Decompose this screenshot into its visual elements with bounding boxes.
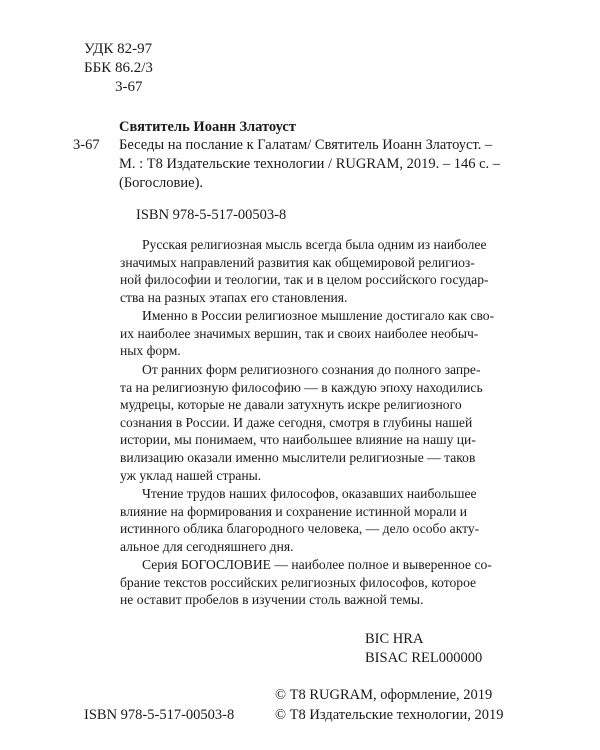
annotation-line: ных форм.	[120, 343, 181, 359]
annotation-line: сознания в России. И даже сегодня, смотря в глубины нашей	[120, 414, 473, 430]
bisac-code: BISAC REL000000	[365, 650, 483, 666]
description-line: (Богословие).	[119, 175, 204, 191]
annotation-line: их наиболее значимых вершин, так и своих наиболее необыч-	[120, 325, 479, 341]
annotation-line: Именно в России религиозное мышление достигало как сво-	[142, 308, 495, 323]
annotation-paragraph	[120, 361, 525, 484]
annotation-line: ной философии и теологии, так и в целом российского государ-	[120, 272, 489, 288]
annotation-paragraph	[120, 485, 525, 555]
annotation-paragraph	[120, 556, 525, 609]
annotation-line: истории, мы понимаем, что наибольшее влияние на нашу ци-	[120, 432, 476, 448]
annotation-line: влияние на формирования и сохранение истинной морали и	[120, 503, 468, 519]
annotation-line: альное для сегодняшнего дня.	[120, 538, 294, 554]
annotation-line: Серия БОГОСЛОВИЕ — наиболее полное и выверенное со-	[142, 557, 492, 572]
annotation-line: брание текстов российских религиозных философов, которое	[120, 574, 477, 590]
annotation-line: уж уклад нашей страны.	[120, 467, 262, 483]
isbn-line: ISBN 978-5-517-00503-8	[136, 207, 287, 223]
copyright-line: © Т8 RUGRAM, оформление, 2019	[275, 687, 493, 703]
description-line: Беседы на послание к Галатам/ Святитель Иоанн Златоуст. –	[119, 137, 493, 153]
udk-code: УДК 82-97	[84, 41, 153, 57]
annotation-line: та на религиозную философию — в каждую эпоху находились	[120, 379, 483, 395]
annotation-line: мудрецы, которые не давали затухнуть искре религиозного	[120, 397, 462, 413]
footer-isbn: ISBN 978-5-517-00503-8	[84, 707, 235, 723]
annotation-line: значимых направлений развития как общемировой религиоз-	[120, 254, 475, 270]
annotation-line: ства на разных этапах его становления.	[120, 289, 348, 305]
annotation-paragraph	[120, 307, 525, 360]
author-name: Святитель Иоанн Златоуст	[119, 119, 296, 135]
annotation-line: Русская религиозная мысль всегда была одним из наиболее	[142, 237, 487, 252]
bbk-code: ББК 86.2/3	[84, 60, 153, 76]
annotation-line: От ранних форм религиозного сознания до полного запре-	[142, 362, 481, 377]
copyright-line: © Т8 Издательские технологии, 2019	[275, 707, 504, 723]
author-sign: 3-67	[73, 137, 100, 153]
author-sign-top: 3-67	[115, 79, 143, 95]
annotation-line: истинного облика благородного человека, — дело особо акту-	[120, 521, 480, 537]
description-line: М. : Т8 Издательские технологии / RUGRAM, 2019. – 146 с. –	[119, 156, 501, 172]
annotation-line: Чтение трудов наших философов, оказавших наибольшее	[142, 486, 477, 501]
bic-code: BIC HRA	[365, 631, 424, 647]
annotation-line: вилизацию оказали именно мыслители религиозные — таков	[120, 449, 476, 465]
annotation-line: не оставит пробелов в изучении столь важной темы.	[120, 592, 424, 608]
annotation-paragraph	[120, 236, 525, 306]
